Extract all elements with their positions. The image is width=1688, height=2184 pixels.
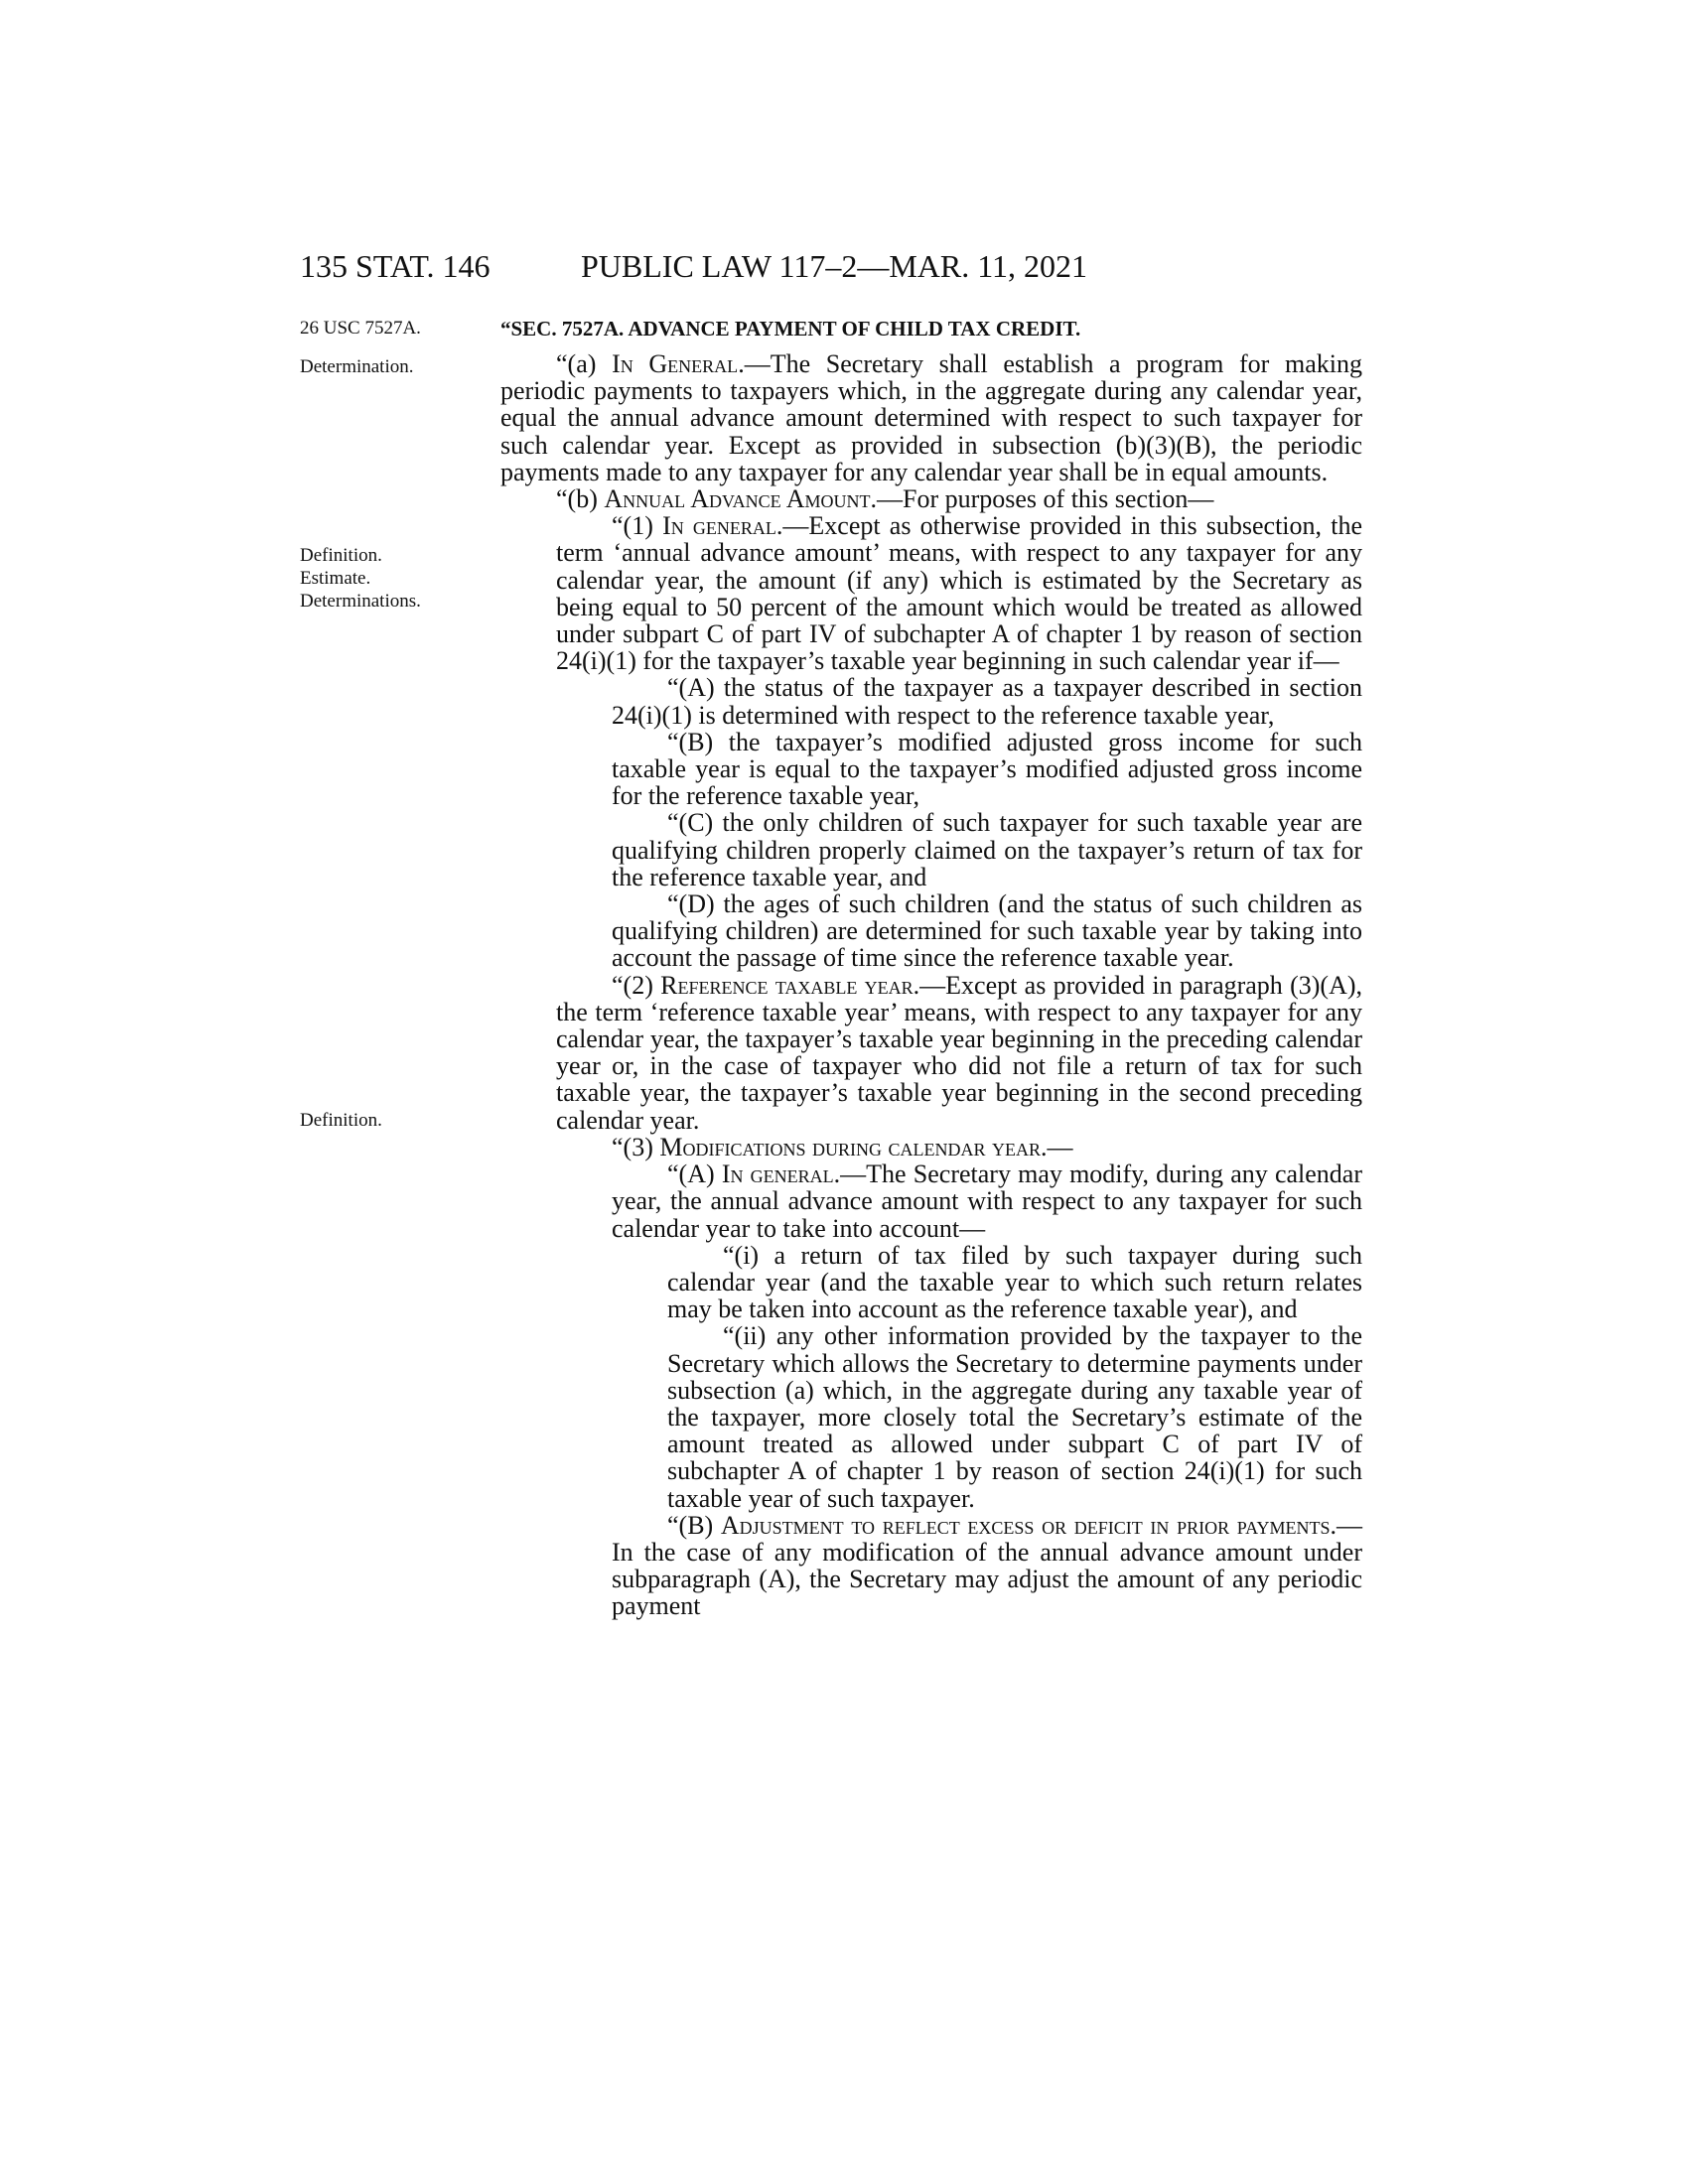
- subsection-b: “(b) Annual Advance Amount.—For purposes of this section—: [556, 484, 1214, 514]
- margin-note-estimate: Estimate.: [300, 568, 371, 589]
- clause-b3a-ii: “(ii) any other information provided by the taxpayer to the Secretary which allows the Secretary to determine payments under subsection (a) which, in the aggregate during any taxable year of the taxpayer, more closely total the Secretary’s estimate of the amount treated as allowed under subpart C of part IV of subchapter A of chapter 1 by reason of section 24(i)(1) for such taxable year of such taxpayer.: [667, 1321, 1362, 1513]
- subsection-a: “(a) In General.—The Secretary shall establish a program for making periodic payments to taxpayers which, in the aggregate during any calendar year, equal the annual advance amount determined with respect to such taxpayer for such calendar year. Except as provided in subsection (b)(3)(B), the periodic payments made to any taxpayer for any calendar year shall be in equal amounts.: [500, 349, 1362, 486]
- paragraph-b3: “(3) Modifications during calendar year.—: [612, 1132, 1073, 1161]
- subparagraph-b3b: “(B) Adjustment to reflect excess or deficit in prior payments.—In the case of any modification of the annual advance amount under subparagraph (A), the Secretary may adjust the amount of any periodic payment: [612, 1510, 1363, 1621]
- paragraph-b2: “(2) Reference taxable year.—Except as provided in paragraph (3)(A), the term ‘reference taxable year’ means, with respect to any taxpayer for any calendar year, the taxpayer’s taxable year beginning in the preceding calendar year or, in the case of taxpayer who did not file a return of tax for such taxable year, the taxpayer’s taxable year beginning in the second preceding calendar year.: [556, 970, 1363, 1135]
- clause-b3a-i: “(i) a return of tax filed by such taxpayer during such calendar year (and the taxable year to which such return relates may be taken into account as the reference taxable year), and: [667, 1240, 1362, 1324]
- public-law-reference: PUBLIC LAW 117–2—MAR. 11, 2021: [581, 248, 1088, 284]
- margin-note-definition: Definition.: [300, 545, 382, 566]
- subparagraph-b3a: “(A) In general.—The Secretary may modify, during any calendar year, the annual advance amount with respect to any taxpayer for such calendar year to take into account—: [612, 1160, 1362, 1243]
- subparagraph-b1b: “(B) the taxpayer’s modified adjusted gross income for such taxable year is equal to the taxpayer’s modified adjusted gross income for the reference taxable year,: [612, 727, 1362, 811]
- margin-note-usc: 26 USC 7527A.: [300, 318, 421, 339]
- stat-page-reference: 135 STAT. 146: [300, 248, 491, 284]
- subparagraph-b1a: “(A) the status of the taxpayer as a taxpayer described in section 24(i)(1) is determined with respect to the reference taxable year,: [612, 673, 1362, 730]
- margin-note-determinations: Determinations.: [300, 591, 421, 612]
- subparagraph-b1c: “(C) the only children of such taxpayer for such taxable year are qualifying children properly claimed on the taxpayer’s return of tax for the reference taxable year, and: [612, 808, 1362, 891]
- page-header: [300, 248, 1372, 288]
- subparagraph-b1d: “(D) the ages of such children (and the status of such children as qualifying children) are determined for such taxable year by taking into account the passage of time since the reference taxable year.: [612, 889, 1362, 973]
- section-heading: “SEC. 7527A. ADVANCE PAYMENT OF CHILD TAX CREDIT.: [500, 317, 1081, 341]
- paragraph-b1: “(1) In general.—Except as otherwise provided in this subsection, the term ‘annual advance amount’ means, with respect to any taxpayer for any calendar year, the amount (if any) which is estimated by the Secretary as being equal to 50 percent of the amount which would be treated as allowed under subpart C of part IV of subchapter A of chapter 1 by reason of section 24(i)(1) for the taxpayer’s taxable year beginning in such calendar year if—: [556, 511, 1362, 676]
- margin-note-determination: Determination.: [300, 356, 414, 377]
- statute-body: [500, 316, 1362, 1620]
- margin-note-definition-2: Definition.: [300, 1110, 382, 1131]
